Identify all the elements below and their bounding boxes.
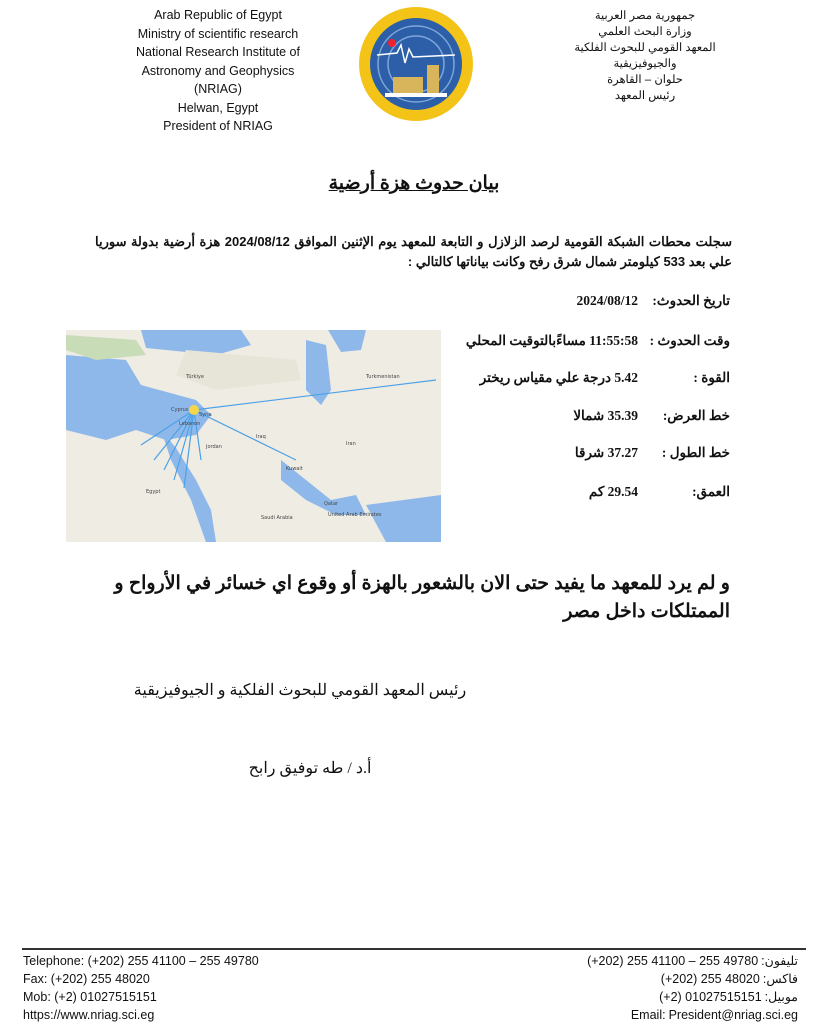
- footer-arabic: [587, 952, 798, 1024]
- letterhead-line: جمهورية مصر العربية: [594, 10, 696, 22]
- footer-label: فاكس:: [762, 972, 798, 986]
- footer-telephone-ar: [587, 952, 798, 970]
- detail-value: 29.54 كم: [588, 484, 638, 499]
- letterhead-line: Astronomy and Geophysics: [141, 63, 295, 78]
- map-label: Iraq: [256, 434, 266, 440]
- footer-english: [23, 952, 259, 1024]
- map-label: Saudi Arabia: [261, 515, 293, 521]
- map-label: Iran: [346, 441, 356, 447]
- footer-divider: [22, 948, 806, 950]
- detail-row-magnitude: [480, 370, 730, 386]
- letterhead-line: رئيس المعهد: [614, 90, 676, 102]
- earthquake-map: [66, 330, 441, 542]
- footer-mobile-ar: [587, 988, 798, 1006]
- footer-fax: Fax: (+202) 255 48020: [23, 972, 150, 986]
- map-label: Syria: [199, 412, 212, 418]
- footer-email: [587, 1006, 798, 1024]
- map-label: United Arab Emirates: [328, 512, 382, 518]
- footer-mobile: Mob: (+2) 01027515151: [23, 990, 157, 1004]
- letterhead-line: المعهد القومي للبحوث الفلكية: [574, 42, 716, 54]
- detail-label: القوة :: [693, 370, 730, 385]
- map-label: Türkiye: [186, 374, 204, 380]
- footer-label: تليفون:: [761, 954, 798, 968]
- detail-value: 2024/08/12: [576, 293, 638, 308]
- letterhead-line: Helwan, Egypt: [177, 100, 259, 115]
- letterhead-line: National Research Institute of: [136, 45, 300, 59]
- footer-fax-ar: [587, 970, 798, 988]
- letterhead-line: وزارة البحث العلمي: [598, 26, 692, 38]
- detail-label: خط العرض:: [662, 408, 730, 423]
- map-label: Qatar: [324, 501, 339, 507]
- letterhead-line: (NRIAG): [194, 82, 242, 96]
- footer-label: Email:: [630, 1008, 666, 1022]
- footer-email-link[interactable]: President@nriag.sci.eg: [668, 1008, 798, 1022]
- footer-value: (+202) 255 41100 – 255 49780: [587, 954, 759, 968]
- arabic-letterhead: [525, 8, 765, 104]
- letterhead-line: والجيوفيزيقية: [613, 58, 677, 70]
- detail-row-longitude: [575, 445, 730, 461]
- notice-paragraph: و لم يرد للمعهد ما يفيد حتى الان بالشعور بالهزة أو وقوع اي خسائر في الأرواح و الممتلكات داخل مصر: [114, 573, 730, 622]
- map-label: Lebanon: [179, 421, 201, 427]
- detail-row-depth: [589, 484, 730, 500]
- detail-row-latitude: [573, 408, 730, 424]
- document-title: بيان حدوث هزة أرضية: [328, 173, 500, 194]
- signatory-name: أ.د / طه توفيق رابح: [248, 760, 372, 777]
- detail-label: خط الطول :: [661, 445, 730, 460]
- detail-value: 5.42 درجة علي مقياس ريختر: [479, 370, 638, 385]
- detail-label: تاريخ الحدوث:: [652, 293, 730, 308]
- detail-label: العمق:: [692, 484, 730, 499]
- footer-website-link[interactable]: https://www.nriag.sci.eg: [23, 1008, 155, 1022]
- nriag-logo: [357, 5, 475, 123]
- letterhead-line: Arab Republic of Egypt: [154, 8, 282, 22]
- intro-paragraph: سجلت محطات الشبكة القومية لرصد الزلازل و التابعة للمعهد يوم الإثنين الموافق 2024/08/12 هزة أرضية بدولة سوريا علي بعد 533 كيلومتر شمال شرق رفح وكانت بياناتها كالتالي :: [95, 234, 732, 269]
- map-label: Turkmenistan: [366, 374, 400, 380]
- footer-label: موبيل:: [764, 990, 798, 1004]
- epicenter-marker: [189, 405, 199, 415]
- map-label: Egypt: [146, 489, 161, 495]
- signatory-title: رئيس المعهد القومي للبحوث الفلكية و الجيوفيزيقية: [133, 682, 467, 699]
- map-label: Kuwait: [286, 466, 303, 472]
- footer-value: (+202) 255 48020: [660, 972, 760, 986]
- map-label: Cyprus: [171, 407, 189, 413]
- footer-value: (+2) 01027515151: [659, 990, 762, 1004]
- detail-value: 37.27 شرقا: [574, 445, 638, 460]
- letterhead-line: President of NRIAG: [163, 119, 273, 133]
- detail-row-time: [466, 333, 730, 349]
- letterhead-line: Ministry of scientific research: [137, 26, 299, 41]
- letterhead-line: حلوان – القاهرة: [607, 74, 683, 86]
- english-letterhead: [108, 6, 328, 136]
- map-label: Jordan: [206, 444, 222, 450]
- detail-value: 11:55:58 مساءًبالتوقيت المحلي: [465, 333, 638, 348]
- detail-value: 35.39 شمالا: [573, 408, 638, 423]
- detail-label: وقت الحدوث :: [649, 333, 730, 348]
- footer-telephone: Telephone: (+202) 255 41100 – 255 49780: [23, 954, 259, 968]
- detail-row-date: [576, 293, 730, 309]
